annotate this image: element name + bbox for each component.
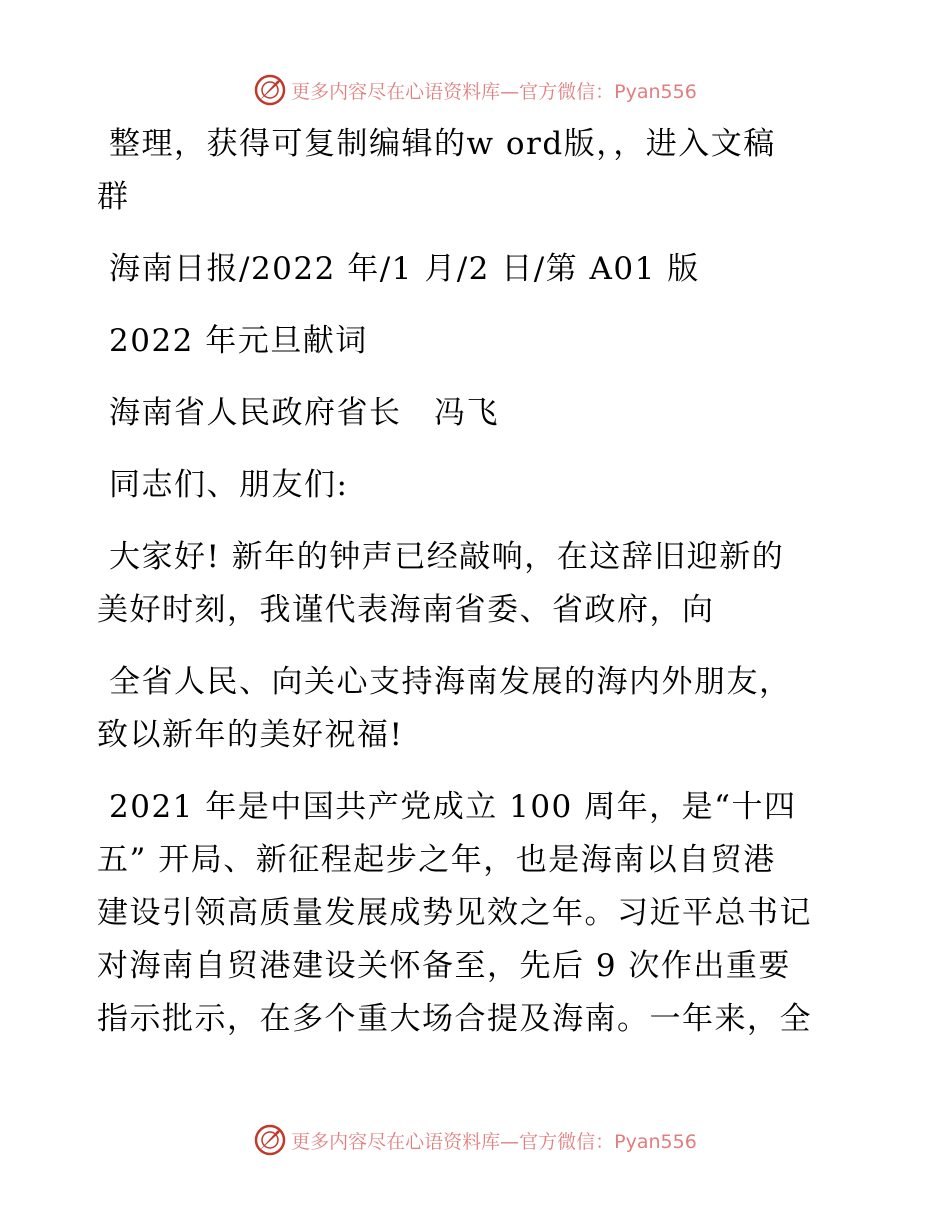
text-line: 指示批示，在多个重大场合提及海南。一年来，全 — [97, 1001, 812, 1037]
paragraph-intro — [97, 118, 857, 224]
header-banner-text: 更多内容尽在心语资料库—官方微信：Pyan556 — [291, 80, 697, 103]
quill-logo-icon — [253, 1123, 287, 1157]
quill-logo-icon — [253, 73, 287, 107]
paragraph-review — [97, 781, 857, 1046]
footer-banner-text: 更多内容尽在心语资料库—官方微信：Pyan556 — [291, 1130, 697, 1153]
footer-watermark-banner — [0, 1120, 950, 1160]
text-line: 2021 年是中国共产党成立 100 周年，是“十四 — [109, 789, 797, 825]
text-line: 同志们、朋友们: — [109, 467, 349, 503]
text-line: 五” 开局、新征程起步之年，也是海南以自贸港 — [97, 842, 776, 878]
paragraph-salutation — [97, 459, 857, 512]
text-line: 建设引领高质量发展成势见效之年。习近平总书记 — [97, 895, 812, 931]
text-line: 海南日报/2022 年/1 月/2 日/第 A01 版 — [109, 251, 700, 287]
text-line: 整理，获得可复制编辑的w ord版，，进入文稿 — [109, 126, 776, 162]
text-line: 2022 年元旦献词 — [109, 323, 368, 359]
text-line: 美好时刻，我谨代表海南省委、省政府，向 — [97, 592, 715, 628]
document-body — [97, 118, 857, 1046]
text-line: 大家好! 新年的钟声已经敲响，在这辞旧迎新的 — [109, 539, 785, 575]
paragraph-author — [97, 387, 857, 440]
text-line: 群 — [97, 179, 130, 215]
text-line: 对海南自贸港建设关怀备至，先后 9 次作出重要 — [97, 948, 791, 984]
paragraph-source — [97, 243, 857, 296]
text-line: 致以新年的美好祝福! — [97, 717, 404, 753]
text-line: 全省人民、向关心支持海南发展的海内外朋友， — [109, 664, 792, 700]
paragraph-greeting — [97, 531, 857, 637]
header-watermark-banner — [0, 70, 950, 110]
paragraph-title — [97, 315, 857, 368]
text-line: 海南省人民政府省长 冯飞 — [109, 395, 499, 431]
paragraph-wishes — [97, 656, 857, 762]
